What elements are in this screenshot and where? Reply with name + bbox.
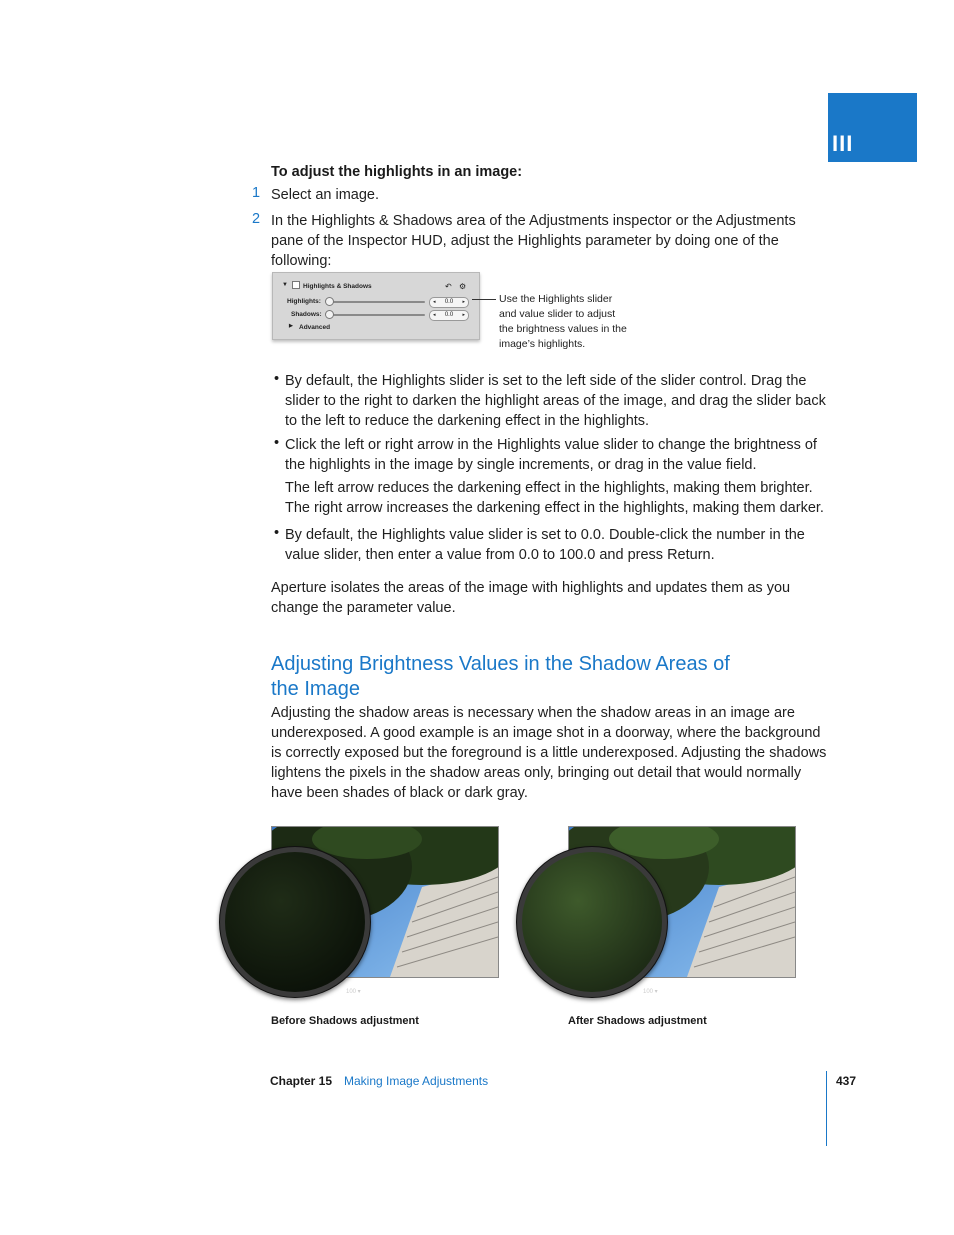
loupe-after: [516, 846, 668, 998]
left-arrow-icon: ◂: [433, 312, 436, 318]
shadows-value-slider: [429, 310, 469, 321]
checkbox: [292, 281, 300, 289]
right-arrow-icon: ▸: [462, 312, 465, 318]
highlights-value-slider: [429, 297, 469, 308]
reset-icon: ↶: [445, 282, 452, 291]
section-tab: [828, 93, 917, 162]
caption-before: Before Shadows adjustment: [271, 1015, 419, 1027]
bullet-dot: •: [274, 525, 280, 541]
section-tab-label: III: [832, 131, 854, 156]
section-heading: Adjusting Brightness Values in the Shadow Areas of the Image: [271, 653, 730, 700]
highlights-label: Highlights:: [287, 298, 321, 305]
highlights-slider-track: [327, 301, 425, 303]
disclosure-triangle-icon: ▼: [282, 282, 288, 288]
loupe-before: [219, 846, 371, 998]
bullet-note: The left arrow reduces the darkening effect in the highlights, making them brighter. The right arrow increases the darkening effect in the highlights, making them darker.: [285, 480, 824, 516]
highlights-slider-knob: [325, 297, 334, 306]
shadows-value: 0.0: [444, 312, 454, 318]
loupe-before-view: [225, 852, 365, 992]
loupe-after-view: [522, 852, 662, 992]
footer-divider: [826, 1071, 827, 1146]
disclosure-triangle-icon: ▶: [289, 323, 293, 329]
step-text: Select an image.: [271, 187, 380, 203]
step-number: 1: [252, 185, 261, 201]
loupe-zoom: 100 ▾: [643, 989, 658, 995]
step-number: 2: [252, 211, 261, 227]
bullet-text: Click the left or right arrow in the Highlights value slider to change the brightness of the highlights in the image by single increments, or drag in the value field.: [285, 437, 817, 473]
callout-line: [472, 299, 496, 300]
gear-icon: ⚙: [459, 282, 467, 291]
bullet-dot: •: [274, 435, 280, 451]
shadows-slider-knob: [325, 310, 334, 319]
shadows-label: Shadows:: [291, 311, 322, 318]
left-arrow-icon: ◂: [433, 299, 436, 305]
footer-chapter: Chapter 15: [270, 1074, 333, 1088]
footer-chapter-title: Making Image Adjustments: [344, 1074, 489, 1088]
caption-after: After Shadows adjustment: [568, 1015, 707, 1027]
task-heading: To adjust the highlights in an image:: [271, 164, 523, 180]
bullet-text: By default, the Highlights value slider is set to 0.0. Double-click the number in the value slider, then enter a value from 0.0 to 100.0 and press Return.: [285, 527, 805, 563]
right-arrow-icon: ▸: [462, 299, 465, 305]
section-paragraph: Adjusting the shadow areas is necessary when the shadow areas in an image are underexposed. A good example is an image shot in a doorway, where the background is correctly exposed but the foreground is a little underexposed. Adjusting the shadows lightens the pixels in the shadow areas only, bringing out detail that would normally have been shades of black or dark gray.: [271, 705, 827, 801]
highlights-shadows-panel: [272, 272, 480, 340]
shadows-slider-track: [327, 314, 425, 316]
panel-title: Highlights & Shadows: [303, 283, 372, 290]
advanced-label: Advanced: [299, 324, 331, 331]
bullet-dot: •: [274, 371, 280, 387]
highlights-value: 0.0: [444, 299, 454, 305]
summary-paragraph: Aperture isolates the areas of the image with highlights and updates them as you change the parameter value.: [271, 580, 791, 616]
loupe-zoom: 100 ▾: [346, 989, 361, 995]
page-number: 437: [836, 1074, 857, 1088]
bullet-text: By default, the Highlights slider is set to the left side of the slider control. Drag the slider to the right to darken the highlight areas of the image, and drag the slider back to the left to reduce the darkening effect in the highlights.: [285, 373, 826, 429]
step-text: In the Highlights & Shadows area of the Adjustments inspector or the Adjustments pane of the Inspector HUD, adjust the Highlights parameter by doing one of the following:: [271, 213, 796, 269]
callout-text: Use the Highlights slider and value slider to adjust the brightness values in the image’s highlights.: [499, 293, 627, 350]
